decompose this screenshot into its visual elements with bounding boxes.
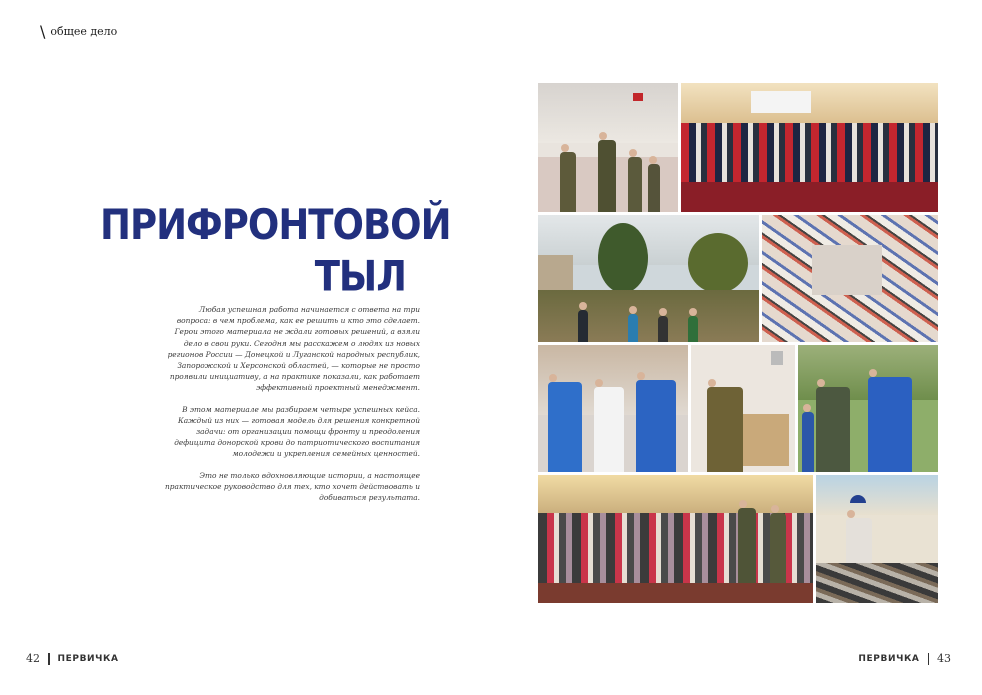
page-number-left: 42	[26, 652, 40, 665]
section-label	[40, 22, 117, 41]
right-page	[491, 0, 982, 695]
photo-volunteers-medic	[538, 345, 688, 472]
title-line-1: ПРИФРОНТОВОЙ	[100, 201, 451, 250]
article-title	[100, 200, 451, 303]
footer-right	[858, 652, 951, 665]
paragraph-2: В этом материале мы разбираем четыре успешных кейса. Каждый из них — готовая модель для решения конкретной задачи: от организации помощи фронту и преодоления дефицита донорской крови до патриотического воспитания молодежи и укрепления семейных ценностей.	[174, 404, 420, 459]
section-label-text: общее дело	[50, 25, 118, 38]
brand-right: ПЕРВИЧКА	[858, 653, 920, 664]
photo-craft-workshop	[816, 475, 938, 603]
slash-mark: \	[40, 22, 46, 41]
page-number-right: 43	[937, 652, 951, 665]
title-line-2: ТЫЛ	[314, 252, 406, 301]
photo-tree-planting	[538, 215, 759, 342]
footer-divider	[48, 653, 50, 665]
photo-group-hall	[681, 83, 938, 212]
brand-left: ПЕРВИЧКА	[57, 653, 119, 664]
photo-craft-table	[762, 215, 938, 342]
photo-aid-boxes	[691, 345, 795, 472]
photo-military-dance	[538, 83, 678, 212]
photo-outdoor-men	[798, 345, 938, 472]
footer-divider	[928, 653, 930, 665]
article-body	[165, 304, 420, 513]
photo-hall-crowd	[538, 475, 813, 603]
footer-left	[26, 652, 119, 665]
paragraph-3: Это не только вдохновляющие истории, а настоящее практическое руководство для тех, кто хочет действовать и добиваться результата.	[165, 470, 420, 503]
paragraph-1: Любая успешная работа начинается с ответа на три вопроса: в чем проблема, как ее решить и кто это сделает. Герои этого материала не ждали готовых решений, а взяли дело в свои руки. Сегодня мы расскажем о людях из новых регионов России — Донецкой и Луганской народных республик, Запорожской и Херсонской областей, — которые не просто проявили инициативу, а на практике показали, как работает эффективный проектный менеджмент.	[167, 305, 420, 393]
